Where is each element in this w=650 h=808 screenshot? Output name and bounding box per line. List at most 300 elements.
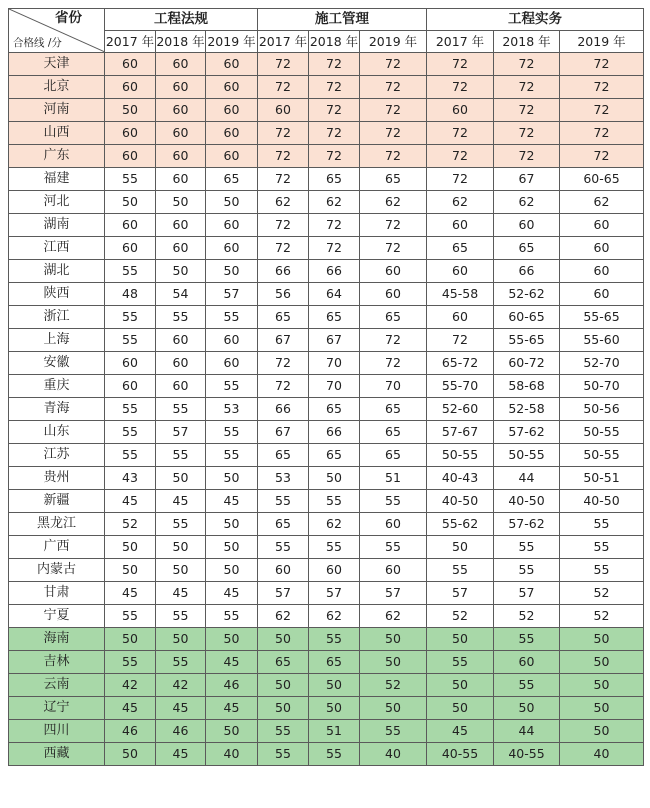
passing-score-table [8, 8, 644, 766]
score-cell: 55 [494, 559, 560, 582]
score-cell: 52 [494, 605, 560, 628]
province-cell: 贵州 [9, 467, 105, 490]
score-cell: 55 [156, 651, 206, 674]
group-header-regulations: 工程法规 [105, 9, 258, 31]
score-cell: 50 [206, 260, 258, 283]
score-cell: 45 [156, 697, 206, 720]
score-table-container [8, 8, 644, 766]
score-cell: 60 [105, 53, 156, 76]
table-row [9, 697, 644, 720]
province-cell: 宁夏 [9, 605, 105, 628]
score-cell: 50 [360, 628, 427, 651]
score-cell: 40-50 [494, 490, 560, 513]
province-cell: 河北 [9, 191, 105, 214]
province-cell: 安徽 [9, 352, 105, 375]
table-body [9, 53, 644, 766]
score-cell: 57 [156, 421, 206, 444]
score-cell: 42 [105, 674, 156, 697]
score-cell: 51 [360, 467, 427, 490]
score-cell: 60 [156, 352, 206, 375]
score-cell: 46 [206, 674, 258, 697]
score-cell: 50 [105, 99, 156, 122]
score-cell: 65 [258, 444, 309, 467]
score-cell: 65 [309, 168, 360, 191]
score-cell: 60 [206, 145, 258, 168]
score-cell: 67 [494, 168, 560, 191]
score-cell: 60 [105, 237, 156, 260]
score-cell: 50 [258, 628, 309, 651]
province-cell: 内蒙古 [9, 559, 105, 582]
table-row [9, 398, 644, 421]
table-row [9, 513, 644, 536]
score-cell: 60 [427, 306, 494, 329]
score-cell: 55 [105, 260, 156, 283]
province-cell: 天津 [9, 53, 105, 76]
score-cell: 55 [156, 605, 206, 628]
score-cell: 60 [156, 375, 206, 398]
score-cell: 60 [156, 168, 206, 191]
corner-score-label: 合格线 /分 [13, 37, 62, 49]
score-cell: 50 [206, 467, 258, 490]
score-cell: 60 [560, 214, 644, 237]
score-cell: 60 [206, 214, 258, 237]
score-cell: 50 [105, 191, 156, 214]
score-cell: 55 [206, 375, 258, 398]
province-cell: 辽宁 [9, 697, 105, 720]
province-cell: 西藏 [9, 743, 105, 766]
table-row [9, 283, 644, 306]
score-cell: 50 [206, 191, 258, 214]
score-cell: 52 [360, 674, 427, 697]
province-cell: 湖南 [9, 214, 105, 237]
score-cell: 72 [360, 237, 427, 260]
score-cell: 57-62 [494, 421, 560, 444]
score-cell: 52-62 [494, 283, 560, 306]
score-cell: 46 [156, 720, 206, 743]
score-cell: 60 [206, 122, 258, 145]
score-cell: 55 [494, 674, 560, 697]
score-cell: 45 [105, 582, 156, 605]
score-cell: 72 [560, 53, 644, 76]
score-cell: 60 [206, 237, 258, 260]
score-cell: 50 [105, 536, 156, 559]
score-cell: 40-50 [560, 490, 644, 513]
score-cell: 60-65 [560, 168, 644, 191]
score-cell: 55 [560, 513, 644, 536]
score-cell: 55 [494, 628, 560, 651]
score-cell: 52 [560, 582, 644, 605]
year-header: 2019 年 [560, 31, 644, 53]
score-cell: 66 [309, 260, 360, 283]
score-cell: 40 [206, 743, 258, 766]
score-cell: 50 [309, 674, 360, 697]
table-row [9, 490, 644, 513]
score-cell: 55 [156, 306, 206, 329]
score-cell: 60 [156, 145, 206, 168]
score-cell: 60 [105, 214, 156, 237]
score-cell: 66 [309, 421, 360, 444]
score-cell: 45 [105, 490, 156, 513]
score-cell: 57 [206, 283, 258, 306]
score-cell: 55-62 [427, 513, 494, 536]
score-cell: 60 [105, 145, 156, 168]
score-cell: 42 [156, 674, 206, 697]
score-cell: 60 [156, 99, 206, 122]
score-cell: 51 [309, 720, 360, 743]
score-cell: 55 [427, 559, 494, 582]
score-cell: 72 [309, 145, 360, 168]
score-cell: 55 [105, 398, 156, 421]
score-cell: 65 [494, 237, 560, 260]
score-cell: 43 [105, 467, 156, 490]
score-cell: 60 [156, 122, 206, 145]
score-cell: 60 [360, 283, 427, 306]
score-cell: 55 [206, 306, 258, 329]
score-cell: 55 [105, 444, 156, 467]
score-cell: 72 [258, 352, 309, 375]
score-cell: 55 [206, 421, 258, 444]
score-cell: 72 [427, 76, 494, 99]
score-cell: 72 [258, 122, 309, 145]
score-cell: 72 [309, 122, 360, 145]
score-cell: 60 [360, 260, 427, 283]
score-cell: 72 [560, 99, 644, 122]
score-cell: 50-55 [560, 444, 644, 467]
score-cell: 55 [105, 605, 156, 628]
score-cell: 55-70 [427, 375, 494, 398]
score-cell: 72 [258, 375, 309, 398]
score-cell: 60 [156, 76, 206, 99]
score-cell: 52 [560, 605, 644, 628]
score-cell: 62 [360, 191, 427, 214]
score-cell: 60 [105, 76, 156, 99]
score-cell: 60 [560, 283, 644, 306]
score-cell: 50 [560, 628, 644, 651]
table-row [9, 352, 644, 375]
score-cell: 50 [156, 559, 206, 582]
score-cell: 65 [309, 306, 360, 329]
score-cell: 50 [258, 674, 309, 697]
score-cell: 55 [309, 536, 360, 559]
score-cell: 60 [560, 260, 644, 283]
table-row [9, 53, 644, 76]
score-cell: 70 [309, 375, 360, 398]
score-cell: 55 [309, 743, 360, 766]
score-cell: 50 [427, 697, 494, 720]
score-cell: 50 [206, 536, 258, 559]
score-cell: 72 [427, 329, 494, 352]
score-cell: 72 [360, 329, 427, 352]
corner-header-cell [9, 9, 105, 53]
score-cell: 72 [427, 168, 494, 191]
score-cell: 55 [105, 329, 156, 352]
score-cell: 50 [206, 559, 258, 582]
score-cell: 52-60 [427, 398, 494, 421]
score-cell: 50 [206, 720, 258, 743]
score-cell: 55 [494, 536, 560, 559]
score-cell: 50-56 [560, 398, 644, 421]
table-row [9, 145, 644, 168]
province-cell: 云南 [9, 674, 105, 697]
province-cell: 四川 [9, 720, 105, 743]
score-cell: 50 [560, 674, 644, 697]
score-cell: 65 [360, 444, 427, 467]
score-cell: 50 [427, 536, 494, 559]
score-cell: 60 [206, 76, 258, 99]
score-cell: 55 [427, 651, 494, 674]
table-row [9, 421, 644, 444]
score-cell: 65 [360, 398, 427, 421]
score-cell: 44 [494, 720, 560, 743]
score-cell: 70 [360, 375, 427, 398]
score-cell: 50 [309, 697, 360, 720]
score-cell: 55 [105, 651, 156, 674]
score-cell: 50 [360, 651, 427, 674]
score-cell: 52-70 [560, 352, 644, 375]
score-cell: 65 [309, 651, 360, 674]
score-cell: 50 [156, 260, 206, 283]
score-cell: 62 [360, 605, 427, 628]
score-cell: 53 [258, 467, 309, 490]
table-row [9, 237, 644, 260]
score-cell: 55 [105, 168, 156, 191]
score-cell: 50-55 [427, 444, 494, 467]
score-cell: 55 [258, 743, 309, 766]
score-cell: 50-55 [494, 444, 560, 467]
score-cell: 72 [427, 122, 494, 145]
year-header: 2017 年 [105, 31, 156, 53]
score-cell: 50 [156, 191, 206, 214]
score-cell: 62 [427, 191, 494, 214]
score-cell: 55 [156, 444, 206, 467]
score-cell: 72 [360, 99, 427, 122]
table-row [9, 743, 644, 766]
score-cell: 60 [206, 329, 258, 352]
score-cell: 65 [206, 168, 258, 191]
year-header: 2019 年 [206, 31, 258, 53]
score-cell: 45 [156, 743, 206, 766]
score-cell: 66 [494, 260, 560, 283]
score-cell: 60 [206, 352, 258, 375]
score-cell: 72 [560, 145, 644, 168]
score-cell: 72 [494, 145, 560, 168]
score-cell: 60 [427, 99, 494, 122]
score-cell: 66 [258, 260, 309, 283]
score-cell: 65-72 [427, 352, 494, 375]
table-row [9, 674, 644, 697]
table-row [9, 306, 644, 329]
score-cell: 60 [206, 99, 258, 122]
score-cell: 55-65 [494, 329, 560, 352]
score-cell: 40 [560, 743, 644, 766]
score-cell: 72 [560, 76, 644, 99]
score-cell: 50 [560, 720, 644, 743]
score-cell: 60 [360, 513, 427, 536]
score-cell: 50 [156, 467, 206, 490]
score-cell: 72 [427, 53, 494, 76]
table-row [9, 628, 644, 651]
province-cell: 广东 [9, 145, 105, 168]
year-header: 2018 年 [309, 31, 360, 53]
score-cell: 60 [309, 559, 360, 582]
province-cell: 福建 [9, 168, 105, 191]
score-cell: 72 [309, 99, 360, 122]
score-cell: 50 [427, 628, 494, 651]
score-cell: 44 [494, 467, 560, 490]
score-cell: 60 [494, 214, 560, 237]
province-cell: 湖北 [9, 260, 105, 283]
score-cell: 65 [309, 398, 360, 421]
score-cell: 55 [309, 628, 360, 651]
province-cell: 浙江 [9, 306, 105, 329]
score-cell: 72 [360, 122, 427, 145]
score-cell: 55 [309, 490, 360, 513]
score-cell: 72 [309, 237, 360, 260]
table-row [9, 467, 644, 490]
table-row [9, 76, 644, 99]
score-cell: 72 [494, 99, 560, 122]
score-cell: 55 [105, 421, 156, 444]
score-cell: 65 [360, 306, 427, 329]
table-row [9, 168, 644, 191]
score-cell: 66 [258, 398, 309, 421]
score-cell: 57 [258, 582, 309, 605]
table-row [9, 122, 644, 145]
score-cell: 40 [360, 743, 427, 766]
score-cell: 62 [560, 191, 644, 214]
score-cell: 45 [105, 697, 156, 720]
score-cell: 55 [105, 306, 156, 329]
corner-province-label: 省份 [55, 10, 82, 26]
province-cell: 海南 [9, 628, 105, 651]
score-cell: 72 [360, 53, 427, 76]
table-row [9, 260, 644, 283]
score-cell: 72 [258, 145, 309, 168]
table-row [9, 536, 644, 559]
score-cell: 72 [360, 76, 427, 99]
score-cell: 55 [156, 398, 206, 421]
table-row [9, 99, 644, 122]
score-cell: 72 [258, 237, 309, 260]
year-header: 2018 年 [494, 31, 560, 53]
score-cell: 60 [156, 53, 206, 76]
score-cell: 64 [309, 283, 360, 306]
score-cell: 50-70 [560, 375, 644, 398]
score-cell: 72 [494, 76, 560, 99]
score-cell: 62 [309, 513, 360, 536]
score-cell: 57 [360, 582, 427, 605]
score-cell: 72 [560, 122, 644, 145]
province-cell: 山西 [9, 122, 105, 145]
score-cell: 72 [309, 214, 360, 237]
score-cell: 50 [427, 674, 494, 697]
province-cell: 陕西 [9, 283, 105, 306]
score-cell: 40-55 [494, 743, 560, 766]
score-cell: 57 [309, 582, 360, 605]
score-cell: 72 [360, 145, 427, 168]
score-cell: 50 [560, 697, 644, 720]
score-cell: 65 [360, 168, 427, 191]
score-cell: 72 [494, 53, 560, 76]
score-cell: 57 [427, 582, 494, 605]
score-cell: 72 [360, 352, 427, 375]
score-cell: 55 [560, 559, 644, 582]
score-cell: 55 [258, 720, 309, 743]
score-cell: 55-60 [560, 329, 644, 352]
score-cell: 40-50 [427, 490, 494, 513]
province-cell: 山东 [9, 421, 105, 444]
score-cell: 60 [494, 651, 560, 674]
score-cell: 62 [258, 191, 309, 214]
score-cell: 60 [156, 214, 206, 237]
score-cell: 65 [258, 513, 309, 536]
score-cell: 45-58 [427, 283, 494, 306]
score-cell: 45 [156, 490, 206, 513]
score-cell: 45 [427, 720, 494, 743]
score-cell: 60 [156, 329, 206, 352]
score-cell: 55 [258, 536, 309, 559]
province-cell: 甘肃 [9, 582, 105, 605]
score-cell: 52 [427, 605, 494, 628]
score-cell: 65 [360, 421, 427, 444]
score-cell: 50 [560, 651, 644, 674]
score-cell: 50 [206, 628, 258, 651]
score-cell: 45 [206, 582, 258, 605]
score-cell: 72 [494, 122, 560, 145]
province-cell: 重庆 [9, 375, 105, 398]
score-cell: 52 [105, 513, 156, 536]
score-cell: 50 [494, 697, 560, 720]
score-cell: 60 [427, 260, 494, 283]
province-cell: 广西 [9, 536, 105, 559]
province-cell: 吉林 [9, 651, 105, 674]
score-cell: 65 [427, 237, 494, 260]
score-cell: 50 [206, 513, 258, 536]
score-cell: 55 [360, 536, 427, 559]
score-cell: 52-58 [494, 398, 560, 421]
score-cell: 40-55 [427, 743, 494, 766]
score-cell: 45 [206, 697, 258, 720]
score-cell: 50 [105, 743, 156, 766]
score-cell: 45 [206, 490, 258, 513]
score-cell: 55-65 [560, 306, 644, 329]
table-row [9, 559, 644, 582]
table-row [9, 605, 644, 628]
score-cell: 72 [309, 53, 360, 76]
table-row [9, 582, 644, 605]
table-row [9, 191, 644, 214]
score-cell: 60-65 [494, 306, 560, 329]
score-cell: 60 [105, 122, 156, 145]
score-cell: 72 [309, 76, 360, 99]
score-cell: 45 [206, 651, 258, 674]
score-cell: 62 [258, 605, 309, 628]
score-cell: 55 [206, 605, 258, 628]
score-cell: 55 [560, 536, 644, 559]
score-cell: 50 [309, 467, 360, 490]
score-cell: 57-62 [494, 513, 560, 536]
score-cell: 50 [258, 697, 309, 720]
group-header-management: 施工管理 [258, 9, 427, 31]
year-header: 2017 年 [427, 31, 494, 53]
score-cell: 40-43 [427, 467, 494, 490]
score-cell: 58-68 [494, 375, 560, 398]
score-cell: 72 [427, 145, 494, 168]
province-cell: 黑龙江 [9, 513, 105, 536]
score-cell: 72 [258, 76, 309, 99]
score-cell: 60 [105, 352, 156, 375]
score-cell: 55 [156, 513, 206, 536]
